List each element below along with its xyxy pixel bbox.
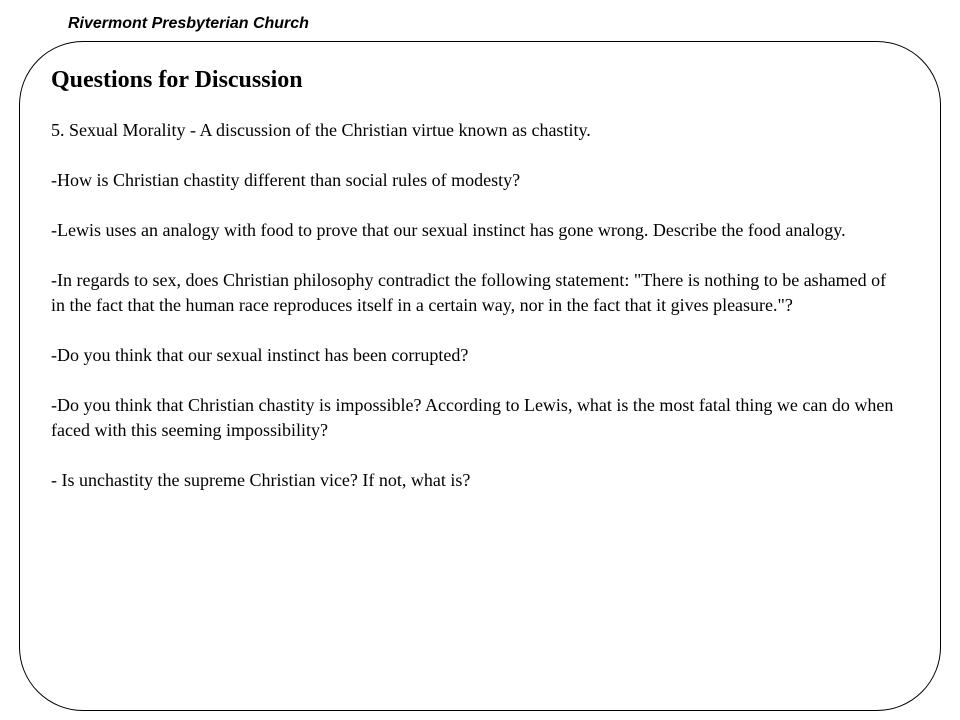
slide-title: Questions for Discussion	[51, 67, 303, 93]
slide-content	[51, 64, 901, 518]
question-philosophy-statement: -In regards to sex, does Christian philosophy contradict the following statement: "There is nothing to be ashamed of in the fact that the human race reproduces itself in a certain way, nor in the fact that it gives pleasure."?	[51, 270, 887, 315]
question-instinct-corrupted: -Do you think that our sexual instinct has been corrupted?	[51, 345, 469, 365]
topic-intro: 5. Sexual Morality - A discussion of the Christian virtue known as chastity.	[51, 120, 591, 140]
question-food-analogy: -Lewis uses an analogy with food to prove that our sexual instinct has gone wrong. Describe the food analogy.	[51, 220, 846, 240]
question-modesty: -How is Christian chastity different than social rules of modesty?	[51, 170, 521, 190]
question-supreme-vice: - Is unchastity the supreme Christian vice? If not, what is?	[51, 470, 471, 490]
church-name-header: Rivermont Presbyterian Church	[68, 15, 309, 32]
question-chastity-impossible: -Do you think that Christian chastity is impossible? According to Lewis, what is the most fatal thing we can do when faced with this seeming impossibility?	[51, 395, 894, 440]
